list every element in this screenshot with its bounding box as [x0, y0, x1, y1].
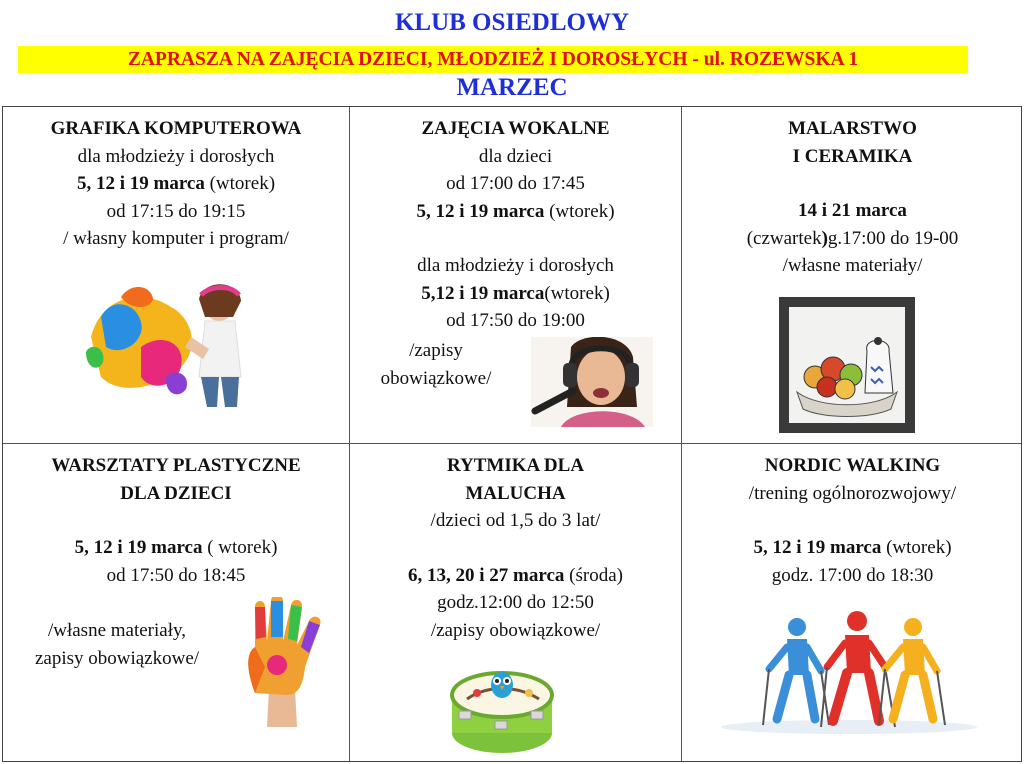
cell-title: ZAJĘCIA WOKALNE: [421, 118, 610, 139]
time-text: godz. 17:00 do 18:30: [771, 564, 934, 586]
note-text: / własny komputer i program/: [63, 228, 289, 249]
day-text: (wtorek): [204, 173, 276, 194]
note-line: /zapisy: [409, 340, 463, 361]
audience-text: /trening ogólnorozwojowy/: [748, 482, 957, 504]
cell-title: DLA DZIECI: [120, 482, 232, 504]
cell-malarstwo: [682, 115, 1023, 280]
time-text: od 17:50 do 19:00: [446, 310, 585, 331]
ceramic-tile-fruit-image: [779, 297, 915, 433]
dates-text: 5, 12 i 19 marca: [416, 200, 545, 222]
cell-wokal: [350, 115, 681, 335]
time-text: od 17:00 do 17:45: [446, 173, 585, 194]
audience-text: dla młodzieży i dorosłych: [417, 255, 614, 276]
time-text: godz.12:00 do 12:50: [437, 592, 594, 613]
cell-title: I CERAMIKA: [792, 145, 913, 167]
note-text: [9, 617, 225, 672]
cell-title: WARSZTATY PLASTYCZNE: [51, 455, 301, 476]
note-line: obowiązkowe/: [380, 367, 492, 389]
cell-title: MALUCHA: [465, 482, 566, 504]
note-line: zapisy obowiązkowe/: [34, 647, 200, 669]
subtitle-banner: ZAPRASZA NA ZAJĘCIA DZIECI, MŁODZIEŻ I DOROSŁYCH - ul. ROZEWSKA 1: [18, 46, 968, 73]
day-text: (wtorek): [881, 537, 952, 558]
cell-warsztaty: [3, 452, 349, 589]
schedule-table: [2, 106, 1022, 762]
time-text: od 17:50 do 18:45: [106, 564, 246, 586]
dates-text: 6, 13, 20 i 27 marca: [408, 564, 565, 586]
note-line: /własne materiały,: [47, 620, 187, 641]
audience-text: dla młodzieży i dorosłych: [77, 145, 275, 167]
dates-text: 14 i 21 marca: [798, 200, 907, 221]
nordic-walkers-image: [719, 607, 979, 735]
month-title: MARZEC: [456, 74, 568, 101]
dates-text: 5, 12 i 19 marca: [74, 537, 203, 558]
cell-title: GRAFIKA KOMPUTEROWA: [50, 118, 302, 139]
dates-text: 5, 12 i 19 marca: [753, 537, 882, 558]
page-title: KLUB OSIEDLOWY: [394, 9, 630, 36]
cell-title: MALARSTWO: [788, 118, 917, 139]
cell-rytmika: [350, 452, 681, 644]
day-text: ( wtorek): [202, 537, 278, 558]
day-text: (czwartek: [746, 227, 822, 249]
dates-text: 5, 12 i 19 marca: [76, 173, 205, 194]
paint-splash-girl-image: [81, 277, 271, 407]
note-text: /zapisy obowiązkowe/: [430, 619, 601, 641]
time-text: od 17:15 do 19:15: [106, 200, 246, 222]
note-text: [371, 337, 501, 392]
time-text: g.17:00 do 19-00: [827, 227, 959, 249]
owl-tambourine-image: [447, 655, 557, 759]
painted-hand-image: [225, 597, 329, 727]
singer-headphones-image: [531, 337, 653, 427]
cell-title: NORDIC WALKING: [764, 455, 941, 476]
row-divider: [3, 443, 1021, 444]
cell-title: RYTMIKA DLA: [446, 455, 585, 476]
note-text: /własne materiały/: [782, 255, 923, 276]
day-text: ): [821, 227, 828, 249]
audience-text: /dzieci od 1,5 do 3 lat/: [430, 510, 601, 531]
dates-text: 5,12 i 19 marca: [421, 282, 545, 304]
cell-nordic: [682, 452, 1023, 589]
day-text: (środa): [564, 564, 623, 586]
audience-text: dla dzieci: [478, 145, 553, 167]
day-text: (wtorek): [544, 200, 615, 222]
day-text: (wtorek): [544, 282, 610, 304]
cell-grafika: [3, 115, 349, 253]
